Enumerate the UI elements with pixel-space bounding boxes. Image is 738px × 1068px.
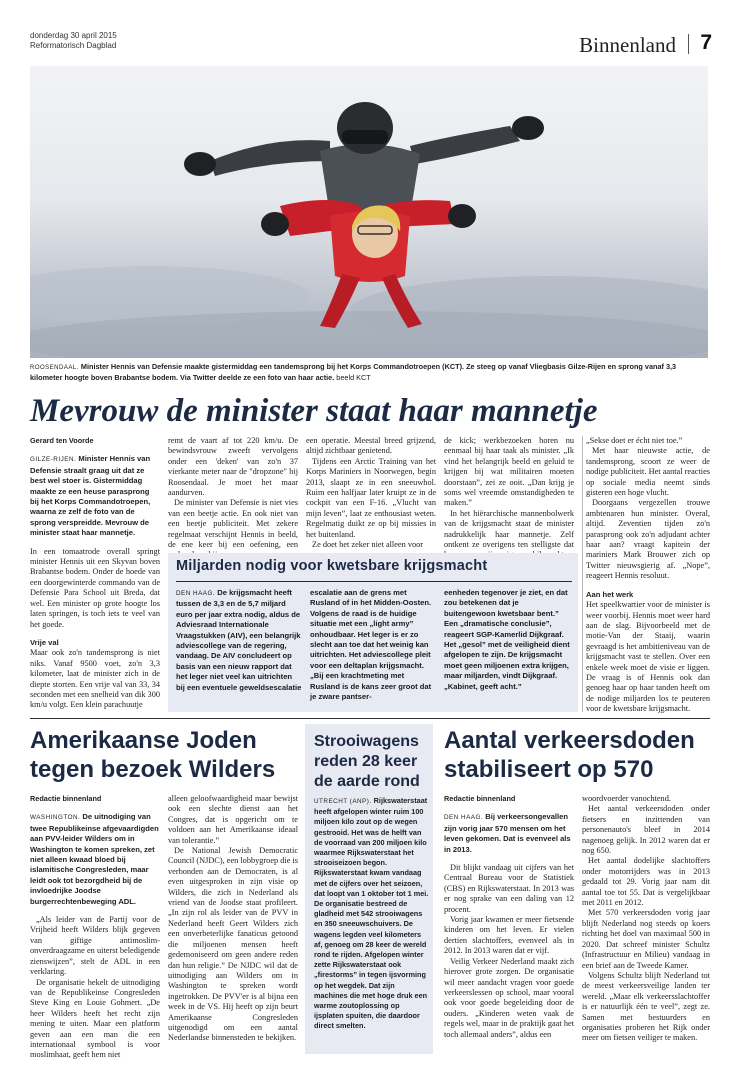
main-article-col-5: [586, 436, 710, 715]
wilders-headline: Amerikaanse Joden tegen bezoek Wilders: [30, 727, 276, 783]
wilders-col-1: [30, 794, 160, 1061]
main-article-col-1: [30, 436, 160, 711]
paper-name: Reformatorisch Dagblad: [30, 41, 117, 50]
caption-place: ROOSENDAAL.: [30, 365, 79, 371]
inset-text-1: De krijgsmacht heeft tussen de 3,3 en de 5,7 miljard euro per jaar extra nodig, aldus de Adviesraad Internationale Vraagstukken (AIV), een belangrijk adviescollege van de regering, vandaag.: [176, 588, 301, 661]
paragraph: Ze doet het zeker niet alleen voor: [312, 540, 424, 550]
main-article-col-2: [168, 436, 298, 561]
wilders-byline: Redactie binnenland: [30, 794, 102, 803]
paragraph: In het hiërarchische mannenbolwerk van de krijgsmacht staat de minister nadrukkelijk haar mannetje. Zelf ontkent ze overigens ten stelligste dat: [444, 508, 574, 550]
paragraph: Volgens Schultz blijft Nederland tot de meest verkeersveilige landen ter wereld. „Maar elk verkeersslachtoffer is er natuurlijk één te veel”, zegt ze. Samen met bestuurders en organisaties proberen het Rijk onder meer om fietsen veiliger te maken.: [582, 970, 710, 1043]
subheading-aan-het-werk: Aan het werk: [586, 589, 634, 599]
paragraph: remt de vaart af tot 220 km/u. De bewindsvrouw zweeft vervolgens onder een 'deken' van zo'n 37 vierkante meter naar de "dropzone" bij Roosendaal. Je moet het maar aandurven.: [168, 436, 298, 498]
paragraph: een operatie. Meestal breed grijzend, altijd zichtbaar genietend.: [306, 436, 436, 456]
inset-box-title: Miljarden nodig voor kwetsbare krijgsmacht: [176, 558, 488, 574]
masthead-date: [30, 31, 117, 51]
paragraph: De minister van Defensie is niet vies van een beetje actie. En ook niet van een beetje publiciteit. Met zekere regelmaat verschijnt Hennis in beeld, de ene keer bij een oefening, een: [168, 498, 298, 550]
paragraph: Veilig Verkeer Nederland maakt zich hierover grote zorgen. De organisatie wil meer aandacht vragen voor goede verkeerslessen op school, maar vooral ook voor goede begeleiding door de ouders. „Kinderen weten vaak de regels wel, maar in de praktijk gaat het toch allemaal anders”, aldus een: [444, 956, 574, 1039]
page-number: 7: [700, 31, 712, 54]
verkeer-col-2: [582, 794, 710, 1044]
strooi-text: [314, 796, 429, 1032]
main-lead-place: GILZE-RIJEN.: [30, 456, 77, 464]
wilders-lead: [30, 812, 160, 907]
paragraph: De National Jewish Democratic Council (NJDC), een lobbygroep die is verbonden aan de Democraten, is al even uitgesproken in zijn visie op Wilders, die zich in Nederland als vriend van de Joodse staat profileert. „In zijn rol als leider van de PVV in Nederland heeft Geert Wilders zich een onverbeterlijke fanaticus getoond die miljoenen mensen heeft gedemoniseerd om geen andere reden dan hun religie.” De NJDC wil dat de uitnodiging aan Wilders om in Washington te spreken wordt ingetrokken. De PVV'er is al bijna een week in de VS. Hij heeft op zijn beurt Amerikaanse Congresleden uitgenodigd om een aantal Nederlandse binnensteden te bekijken.: [168, 846, 298, 1043]
verkeer-lead: [444, 812, 574, 855]
inset-text-1b: De AIV concludeert op basis van een nieuw rapport dat het leger niet veel kan uitrichten bij een eventuele geweldsescalatie: [176, 651, 302, 692]
paragraph: Tijdens een Arctic Training van het Korps Mariniers in Noorwegen, begin 2013, slaapt ze in een sneeuwhol. Ruim een halfjaar later kruipt ze in de cockpit van een F-16. „Vlucht van mijn leven”, laat ze enthousiast weten. Regelmatig duikt ze op bij missies in het buitenland.: [306, 456, 436, 539]
inset-box-col-1: [176, 588, 302, 693]
wilders-place: WASHINGTON.: [30, 814, 81, 822]
paragraph: „Sekse doet er écht niet toe.”: [586, 436, 683, 445]
strooi-place: UTRECHT (ANP).: [314, 798, 372, 805]
inset-box-col-2: [310, 588, 436, 702]
main-byline: Gerard ten Voorde: [30, 436, 94, 445]
paragraph: alleen geloofwaardigheid maar bewijst ook een slechte dienst aan het Congres, dat is opgericht om te voldoen aan het Amerikaanse ideaal van tolerantie.”: [168, 794, 298, 845]
paragraph: Vorig jaar kwamen er meer fietsende kinderen om het leven. Er vielen dertien slachtoffers, evenveel als in 2012. In 2013 waren dat er vijf.: [444, 915, 574, 956]
paragraph: woordvoerder vanochtend.: [582, 794, 671, 803]
verkeer-headline: Aantal verkeersdoden stabiliseert op 570: [444, 727, 695, 783]
main-lead-text: Minister Hennis van Defensie straalt graag uit dat ze best wel stoer is. Gistermiddag maakte ze een heuse parasprong bij het Korps Commandotroepen, waarna ze zelf de foto van de sprong verspreidde. Mevrouw de minister staat haar mannetje.: [30, 454, 151, 538]
paragraph: Met haar nieuwste actie, de tandemsprong, scoort ze weer de nodige publiciteit. Het aantal reacties op sociale media neemt sinds gisteren een hoge vlucht.: [586, 446, 710, 498]
inset-place: DEN HAAG.: [176, 590, 216, 597]
paragraph: De organisatie hekelt de uitnodiging van de Republikeinse Congresleden Steve King en Louie Gohmert. „De heer Wilders heeft het recht zijn mening te uiten. Maar een platform geven aan een man die een internationaal symbool is voor moslimhaat, geeft hem niet: [30, 977, 160, 1060]
verkeer-place: DEN HAAG.: [444, 814, 484, 822]
section-title: Binnenland: [579, 33, 676, 57]
paragraph: de kick; werkbezoeken horen nu eenmaal bij haar taak als minister. „Ik vind het belangrijk beeld en geluid te krijgen bij wat militairen moeten doorstaan”, zei ze ooit. „Dan krijg je soms wel vreemde omstandigheden te maken.”: [444, 436, 574, 508]
inset-box-col-3: [444, 588, 572, 692]
verkeer-col-1: [444, 794, 574, 1040]
section-rule: [30, 718, 710, 719]
masthead: [30, 28, 712, 60]
strooi-body: Rijkswaterstaat heeft afgelopen winter ruim 100 miljoen kilo zout op de wegen gestrooid. Het was de helft van de voorraad van 200 miljoen kilo waarmee Rijkswaterstaat het strooiseizoen begon. Rijkswaterstaat kwam vandaag met de cijfers over het seizoen, dat loopt van 1 oktober tot 1 mei. De organisatie bestreed de gladheid met 542 strooiwagens en 350 sneeuwschuivers. De wagens legden veel kilometers af, genoeg om 28 keer de wereld rond te rijden. Afgelopen winter zette Rijkswaterstaat ook „firestorms” in tegen ijsvorming op het wegdek. Dat zijn machines die met hoge druk een warme zoutoplossing op ijsplaten spuiten, die daardoor direct smelten.: [314, 796, 429, 1031]
inset-box-rule: [176, 581, 572, 582]
skydive-photo: [30, 66, 708, 358]
photo-caption: [30, 362, 710, 383]
caption-text: Minister Hennis van Defensie maakte gistermiddag een tandemsprong bij het Korps Commandotroepen (KCT). Ze steeg op vanaf Vliegbasis Gilze-Rijen en sprong vanaf 3,3 kilometer hoogte boven Brabantse bodem. Via Twitter deelde ze een foto van haar actie.: [30, 362, 677, 382]
paragraph: Het speelkwartier voor de minister is weer voorbij. Hennis moet weer hard aan de slag. Bijvoorbeeld met de motie-Van der Staaij, waarin gevraagd is het ambitieniveau van de krijgsmacht vast te stellen. Over een enkele week moet de visie er liggen. De vraag is of Hennis ook dan genoeg haar op haar tanden heeft om de nodige miljarden los te peuteren voor de kwetsbare krijgsmacht.: [586, 600, 710, 714]
wilders-lead-text: De uitnodiging van twee Republikeinse afgevaardigden aan PVV-leider Wilders om in Washington te komen spreken, zet niet alleen kwaad bloed bij islamitische Congresleden, maar leidt ook tot bezorgdheid bij de invloedrijke Joodse burgerrechtenbeweging ADL.: [30, 812, 159, 906]
masthead-divider: [688, 34, 689, 54]
main-article-col-4: [444, 436, 574, 561]
inset-text-2: escalatie aan de grens met Rusland of in het Midden-Oosten. Volgens de raad is de huidige situatie met een „light army” onhoudbaar. Het leger is er zo slecht aan toe dat het weinig kan uitrichten. Het adviescollege pleit voor een deltaplan krijgsmacht. „Bij een krachtmeting met Rusland is de kans zeer groot dat je zware pantser-: [310, 588, 432, 702]
paragraph: Dit blijkt vandaag uit cijfers van het Centraal Bureau voor de Statistiek (CBS) en Rijkswaterstaat. In 2013 was er nog sprake van een daling van 12 procent.: [444, 863, 574, 914]
paragraph: Met 570 verkeersdoden vorig jaar blijft Nederland nog steeds op koers richting het doel van maximaal 500 in 2020. Dat schreef minister Schultz (Infrastructuur en Milieu) vandaag in een brief aan de Tweede Kamer.: [582, 908, 710, 970]
paragraph: Het aantal dodelijke slachtoffers onder motorrijders was in 2013 gedaald tot 29. Vorig jaar nam dit aantal toe tot 55. Dat is vergelijkbaar met 2011 en 2012.: [582, 856, 710, 908]
strooi-headline: Strooiwagens reden 28 keer de aarde rond: [314, 733, 420, 790]
wilders-col-2: [168, 794, 298, 1044]
column-divider: [582, 436, 583, 712]
paragraph: „Als leider van de Partij voor de Vrijheid heeft Wilders blijk gegeven van giftige antimoslim-onverdraagzame en uiterst beledigende zienswijzen”, stelt de ADL in een verklaring.: [30, 915, 160, 977]
main-article-col-3: [306, 436, 436, 550]
verkeer-lead-text: Bij verkeersongevallen zijn vorig jaar 570 mensen om het leven gekomen. Dat is evenveel als in 2013.: [444, 812, 571, 854]
caption-credit: beeld KCT: [336, 373, 371, 382]
paragraph: In een tomaatrode overall springt minister Hennis uit een Skyvan boven Brabantse bodem. Onder de hoede van een doorgewinterde commando van de Defensie Para School uit Breda, dat wel. Een minister op grote hoogte los laten springen, is toch iets te veel van het goede.: [30, 546, 160, 629]
inset-text-3: eenheden tegenover je ziet, en dat zou betekenen dat je buitengewoon kwetsbaar bent.” Een „dramatische conclusie”, reageert SGP-Kamerlid Dijkgraaf. Het „gesol” met de veiligheid dient afgelopen te zijn. De krijgsmacht moet geen miljoenen extra krijgen, maar miljarden, vindt Dijkgraaf. „Kabinet, geeft acht.”: [444, 588, 570, 691]
paragraph: Maar ook zo'n tandemsprong is niet niks. Vanaf 9500 voet, zo'n 3,3 kilometer, laat de minister zich in de diepte storten. Een vrije val van 33, 34 seconden met een snelheid van dik 300 km/u volgt. Een klein parachuutje: [30, 648, 160, 710]
paragraph: Het aantal verkeersdoden onder fietsers en inzittenden van personenauto's bleef in 2014 nagenoeg gelijk. In 2012 waren dat er nog 650.: [582, 804, 710, 856]
verkeer-byline: Redactie binnenland: [444, 794, 516, 803]
paragraph: Doorgaans vergezellen trouwe ambtenaren hun minister. Overal, altijd. Zeventien tijden zo'n parasprong ook zo'n adjudant achter haar aan? vraagt kapitein der mariniers Mark Brouwer zich op Twitter nieuwsgierig af. „Nope”, reageert Hennis resoluut.: [586, 498, 710, 581]
issue-date: donderdag 30 april 2015: [30, 31, 117, 40]
subheading-vrije-val: Vrije val: [30, 637, 59, 647]
main-headline: Mevrouw de minister staat haar mannetje: [30, 393, 598, 429]
main-lead: [30, 454, 160, 538]
